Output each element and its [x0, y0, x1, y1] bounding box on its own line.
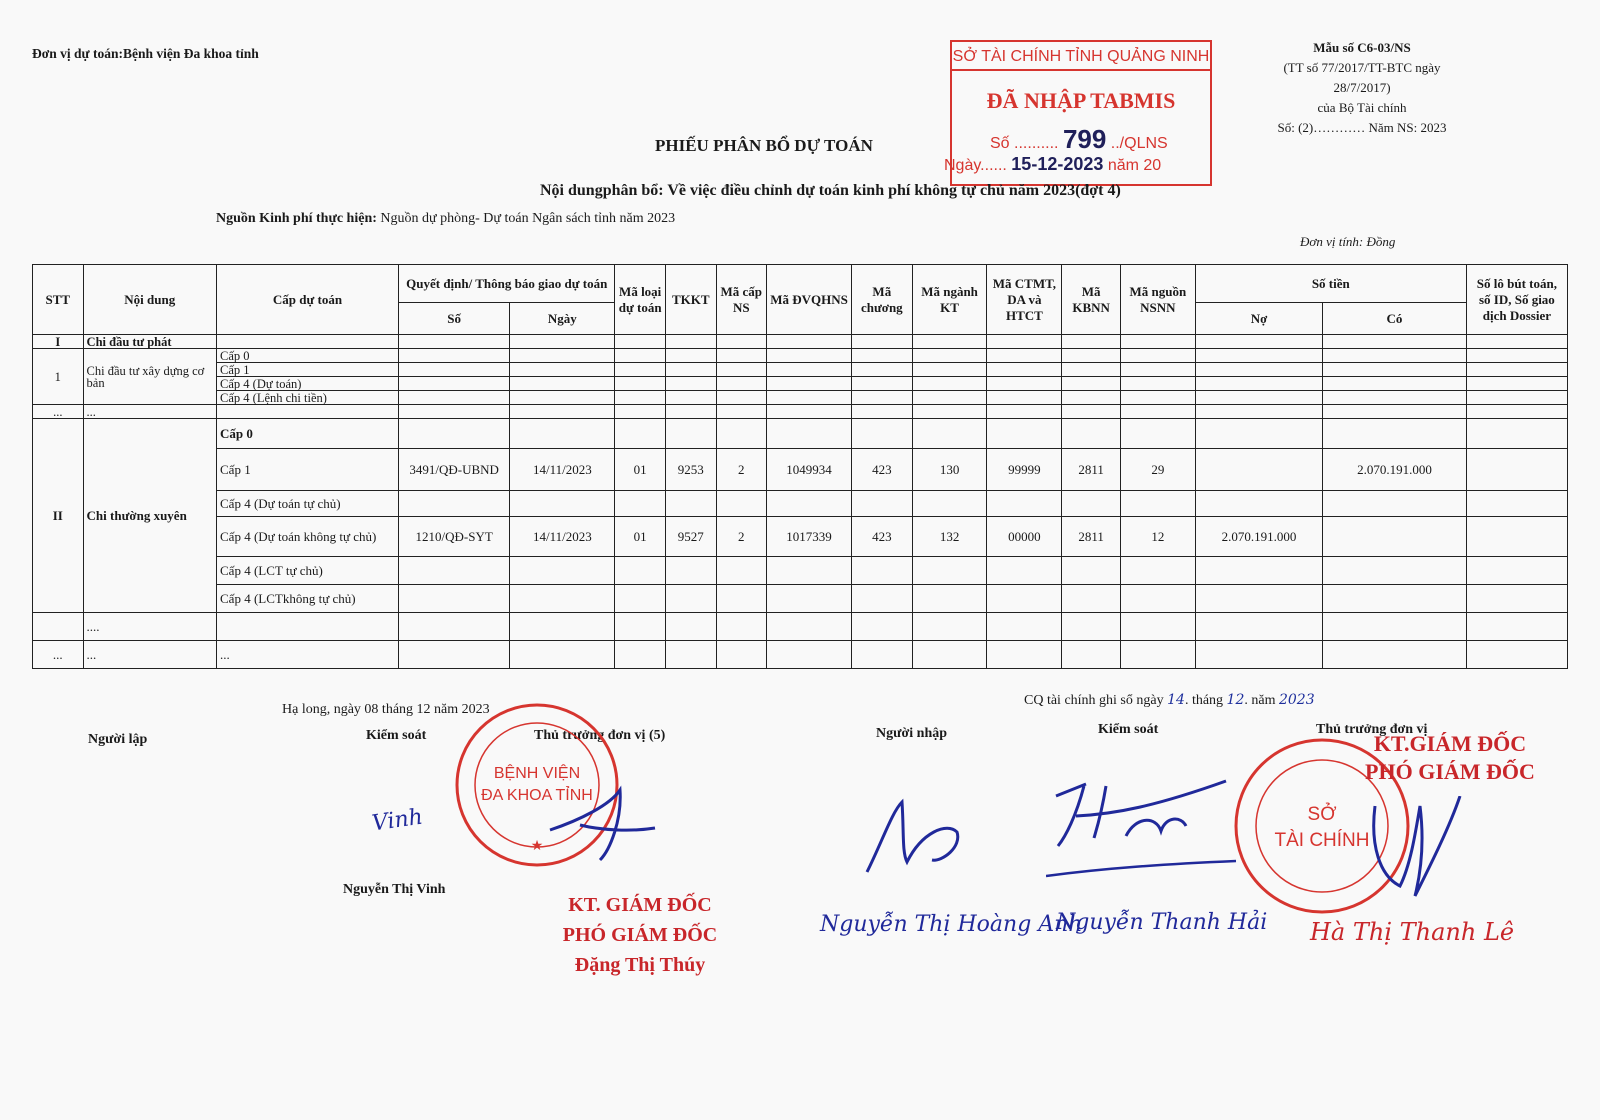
cell-so: 1210/QĐ-SYT — [399, 517, 510, 557]
cell-level: Cấp 0 — [217, 349, 399, 363]
kiem-soat-left-label: Kiểm soát — [366, 728, 427, 743]
fr-month: 12 — [1226, 692, 1245, 708]
signer-thanh-le-name: Hà Thị Thanh Lê — [1310, 918, 1515, 946]
cell-co — [1323, 517, 1467, 557]
form-info — [1262, 38, 1462, 138]
cell-nganh: 132 — [912, 517, 987, 557]
signature-thanh-hai-icon — [1046, 776, 1246, 886]
cell-ngay: 14/11/2023 — [510, 517, 615, 557]
th-ma-kbnn: Mã KBNN — [1062, 265, 1121, 335]
cell-level: Cấp 4 (Dự toán không tự chủ) — [217, 517, 399, 557]
signer-thuy-title1: KT. GIÁM ĐỐC — [568, 894, 712, 916]
signer-hoang-anh-name: Nguyễn Thị Hoàng Anh — [820, 912, 1083, 937]
table-row — [33, 377, 1568, 391]
table-row — [33, 641, 1568, 669]
cell-ctmt: 99999 — [987, 449, 1062, 491]
fr-day: 14 — [1167, 692, 1185, 708]
cell-dots: ... — [33, 405, 84, 419]
cell-kbnn: 2811 — [1062, 449, 1121, 491]
cell-section-label: Chi đầu tư phát — [83, 335, 216, 349]
signer-le-title — [1330, 730, 1570, 786]
th-cap-du-toan: Cấp dự toán — [217, 265, 399, 335]
cell-dots: .... — [83, 613, 216, 641]
source-value: Nguồn dự phòng- Dự toán Ngân sách tỉnh năm 2023 — [376, 211, 676, 226]
allocation-table — [32, 264, 1568, 669]
fr-month-label: tháng — [1191, 693, 1224, 708]
tabmis-stamp — [944, 40, 1212, 186]
circular-ref: (TT số 77/2017/TT-BTC ngày 28/7/2017) — [1283, 60, 1441, 95]
page-title: PHIẾU PHÂN BỔ DỰ TOÁN — [655, 136, 873, 155]
th-stt: STT — [33, 265, 84, 335]
cell-level: Cấp 4 (Dự toán tự chủ) — [217, 491, 399, 517]
nguoi-nhap-label: Người nhập — [876, 726, 948, 741]
signer-thuy-title2: PHÓ GIÁM ĐỐC — [562, 924, 718, 946]
stamp-agency: SỞ TÀI CHÍNH TỈNH QUẢNG NINH — [952, 48, 1210, 71]
cell-nguon: 29 — [1120, 449, 1195, 491]
th-noi-dung: Nội dung — [83, 265, 216, 335]
cell-dvqhns: 1017339 — [767, 517, 852, 557]
stamp-status: ĐÃ NHẬP TABMIS — [986, 88, 1176, 113]
fr-year-label: năm — [1251, 693, 1276, 708]
th-tkkt: TKKT — [665, 265, 716, 335]
form-number: Mẫu số C6-03/NS — [1313, 40, 1411, 55]
cell-level: Cấp 1 — [217, 363, 399, 377]
thu-truong-left-label: Thủ trưởng đơn vị (5) — [534, 728, 666, 743]
nguoi-lap-label: Người lập — [88, 732, 148, 747]
cell-chuong: 423 — [851, 449, 912, 491]
th-so: Số — [399, 303, 510, 335]
table-row — [33, 335, 1568, 349]
stamp-date-value: 15-12-2023 — [1011, 154, 1104, 174]
star-icon: ★ — [530, 839, 544, 854]
th-co: Có — [1323, 303, 1467, 335]
hospital-stamp-text2: ĐA KHOA TỈNH — [481, 787, 593, 804]
signer-vinh-name: Nguyễn Thị Vinh — [343, 882, 446, 897]
cell-stt: I — [33, 335, 84, 349]
table-row — [33, 363, 1568, 377]
cell-ngay: 14/11/2023 — [510, 449, 615, 491]
th-ma-dvqhns: Mã ĐVQHNS — [767, 265, 852, 335]
cell-level: Cấp 1 — [217, 449, 399, 491]
footer-right-date: CQ tài chính ghi sổ ngày 14. tháng 12. năm 2023 — [1024, 692, 1315, 708]
signature-vinh: Vinh — [370, 804, 425, 837]
cell-ma-loai: 01 — [615, 449, 666, 491]
signer-thuy-name: Đặng Thị Thúy — [574, 954, 706, 976]
table-row — [33, 391, 1568, 405]
fr-date-prefix: CQ tài chính ghi sổ ngày — [1024, 693, 1164, 708]
currency-unit: Đơn vị tính: Đồng — [1300, 234, 1396, 249]
fr-year: 2023 — [1278, 692, 1315, 708]
th-quyet-dinh: Quyết định/ Thông báo giao dự toán — [399, 265, 615, 303]
stamp-date-suffix: năm 20 — [1107, 157, 1162, 174]
cell-ma-cap: 2 — [716, 449, 767, 491]
cell-kbnn: 2811 — [1062, 517, 1121, 557]
th-ma-ctmt: Mã CTMT, DA và HTCT — [987, 265, 1062, 335]
cell-level: Cấp 4 (LCT tự chủ) — [217, 557, 399, 585]
cell-section-label: Chi thường xuyên — [83, 419, 216, 613]
issuer: của Bộ Tài chính — [1317, 100, 1407, 115]
cell-level: Cấp 4 (LCTkhông tự chủ) — [217, 585, 399, 613]
th-ma-nguon: Mã nguồn NSNN — [1120, 265, 1195, 335]
stamp-so-value: 799 — [1062, 124, 1107, 154]
th-no: Nợ — [1195, 303, 1322, 335]
signature-thanh-le-icon — [1370, 796, 1470, 906]
th-so-lo: Số lô bút toán, số ID, Số giao dịch Dossier — [1466, 265, 1567, 335]
unit-label: Đơn vị dự toán:Bệnh viện Đa khoa tỉnh — [32, 46, 259, 61]
content-line: Nội dungphân bổ: Về việc điều chỉnh dự toán kinh phí không tự chủ năm 2023(đợt 4) — [540, 182, 1121, 199]
cell-nguon: 12 — [1120, 517, 1195, 557]
kiem-soat-right-label: Kiểm soát — [1098, 722, 1159, 737]
th-ma-loai: Mã loại dự toán — [615, 265, 666, 335]
stamp-so-suffix: /QLNS — [1119, 135, 1168, 152]
source-label: Nguồn Kinh phí thực hiện: — [216, 211, 377, 226]
cell-no — [1195, 449, 1322, 491]
hospital-stamp-text1: BỆNH VIỆN — [493, 765, 581, 782]
table-row — [33, 491, 1568, 517]
cell-tkkt: 9527 — [665, 517, 716, 557]
cell-tkkt: 9253 — [665, 449, 716, 491]
cell-dots: ... — [83, 405, 216, 419]
cell-ma-loai: 01 — [615, 517, 666, 557]
th-ma-cap-ns: Mã cấp NS — [716, 265, 767, 335]
table-row — [33, 405, 1568, 419]
table-row — [33, 349, 1568, 363]
finance-stamp-text2: TÀI CHÍNH — [1274, 830, 1370, 851]
stamp-so-prefix: Số — [990, 135, 1010, 152]
th-so-tien: Số tiền — [1195, 265, 1466, 303]
cell-chuong: 423 — [851, 517, 912, 557]
stamp-number-line: Số .......... 799 ../QLNS — [990, 124, 1168, 154]
th-ma-chuong: Mã chương — [851, 265, 912, 335]
table-row — [33, 613, 1568, 641]
number-line: Số: (2)………… Năm NS: 2023 — [1277, 120, 1447, 135]
signer-thanh-hai-name: Nguyễn Thanh Hải — [1056, 910, 1268, 935]
cell-ma-cap: 2 — [716, 517, 767, 557]
source-line — [216, 211, 675, 227]
stamp-date-prefix: Ngày — [944, 157, 981, 174]
signer-thuy-block — [540, 890, 740, 980]
signer-le-title1: KT.GIÁM ĐỐC — [1373, 731, 1527, 756]
cell-no: 2.070.191.000 — [1195, 517, 1322, 557]
footer-left-date: Hạ long, ngày 08 tháng 12 năm 2023 — [282, 702, 490, 717]
table-row — [33, 557, 1568, 585]
table-row — [33, 419, 1568, 449]
cell-co: 2.070.191.000 — [1323, 449, 1467, 491]
table-row — [33, 585, 1568, 613]
stamp-date-line: Ngày...... 15-12-2023 năm 20 — [944, 154, 1162, 174]
signature-hoang-anh-icon — [862, 792, 982, 882]
table-row — [33, 517, 1568, 557]
cell-row-label: Chi đầu tư xây dựng cơ bản — [83, 349, 216, 405]
th-ma-nganh: Mã ngành KT — [912, 265, 987, 335]
cell-level: Cấp 4 (Dự toán) — [217, 377, 399, 391]
cell-so: 3491/QĐ-UBND — [399, 449, 510, 491]
cell-dots: ... — [33, 641, 84, 669]
cell-ctmt: 00000 — [987, 517, 1062, 557]
cell-dvqhns: 1049934 — [767, 449, 852, 491]
cell-dots: ... — [217, 641, 399, 669]
finance-stamp-text1: SỞ — [1307, 804, 1337, 825]
cell-stt: II — [33, 419, 84, 613]
cell-nganh: 130 — [912, 449, 987, 491]
table-row — [33, 449, 1568, 491]
cell-level: Cấp 4 (Lệnh chi tiền) — [217, 391, 399, 405]
signer-le-title2: PHÓ GIÁM ĐỐC — [1365, 759, 1535, 784]
cell-stt: 1 — [33, 349, 84, 405]
thu-truong-right-label: Thủ trưởng đơn vị — [1316, 722, 1428, 737]
cell-level: Cấp 0 — [217, 419, 399, 449]
cell-dots: ... — [83, 641, 216, 669]
th-ngay: Ngày — [510, 303, 615, 335]
signature-thuy-icon — [540, 770, 660, 870]
